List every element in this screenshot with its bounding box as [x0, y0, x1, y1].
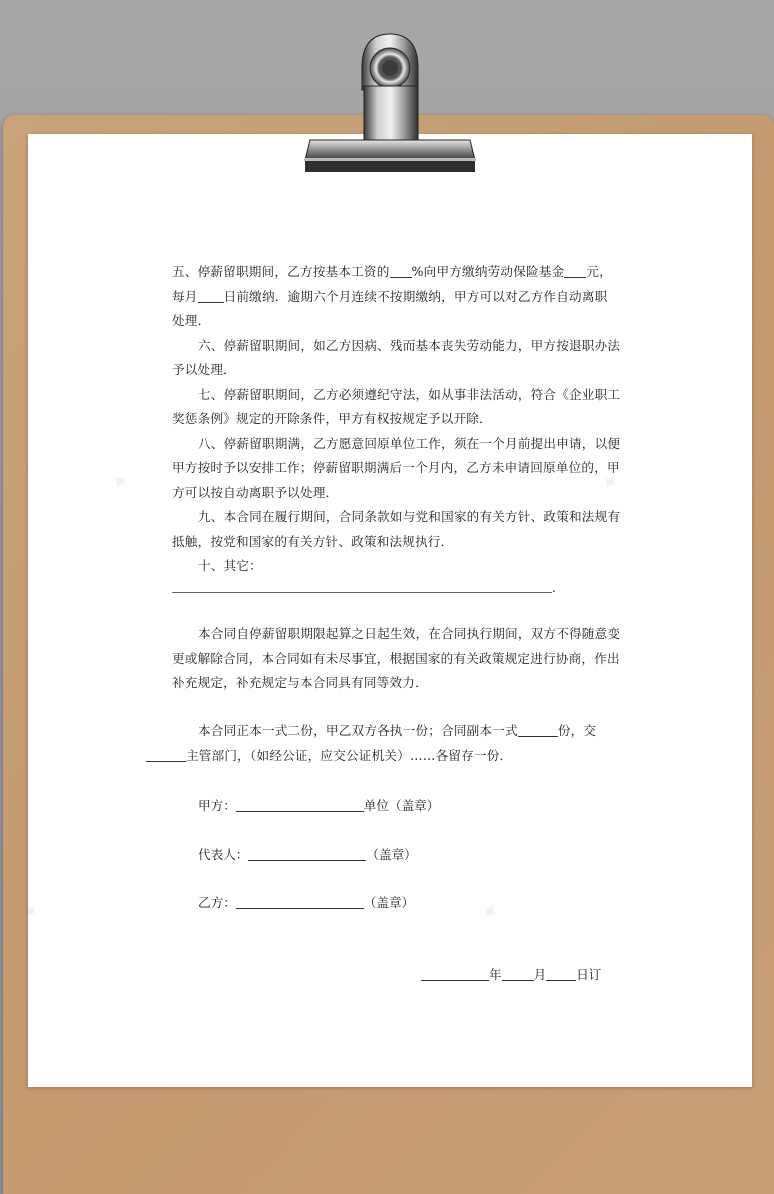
clause-5-part-4: 每月	[172, 288, 198, 304]
blank-day	[198, 288, 224, 303]
signature-party-b	[198, 892, 414, 911]
clause-8: 八、停薪留职期满，乙方愿意回原单位工作，须在一个月前提出申请，以便甲方按时予以安排工作；停薪留职期满后一个月内，乙方未申请回原单位的，甲方可以按自动离职予以处理．	[172, 435, 621, 500]
effective-clause-block	[172, 622, 622, 696]
month-blank	[502, 966, 534, 981]
fill-in-line-end: .	[552, 580, 557, 595]
blank-amount	[564, 263, 586, 278]
clause-5-part-5: 日前缴纳．逾期六个月连续不按期缴纳，甲方可以对乙方作自动离职	[223, 288, 608, 304]
month-label: 月	[533, 967, 547, 982]
clause-6: 六、停薪留职期间，如乙方因病、残而基本丧失劳动能力，甲方按退职办法予以处理．	[172, 337, 621, 377]
clause-5-part-1: 五、停薪留职期间，乙方按基本工资的	[172, 264, 390, 279]
copies-clause-part-3: 主管部门，（如经公证，应交公证机关）……各留存一份．	[186, 747, 513, 763]
party-a-label: 甲方：	[198, 798, 236, 813]
party-b-label: 乙方：	[198, 895, 236, 910]
copies-clause-part-2: 份，交	[557, 723, 597, 738]
clause-5-part-2: %向甲方缴纳劳动保险基金	[411, 264, 565, 279]
copies-clause	[172, 719, 622, 768]
party-b-blank	[236, 894, 364, 909]
blank-percent	[390, 263, 412, 278]
clause-9: 九、本合同在履行期间，合同条款如与党和国家的有关方针、政策和法规有抵触，按党和国家的有关方针、政策和法规执行．	[172, 509, 621, 549]
party-a-seal-label: 单位（盖章）	[363, 798, 440, 813]
party-a-blank	[236, 797, 364, 812]
representative-label: 代表人：	[198, 847, 249, 862]
clause-5-part-3: 元，	[586, 264, 612, 279]
clause-5-part-6: 处理．	[172, 313, 211, 328]
copies-clause-block	[172, 719, 622, 768]
day-blank	[546, 966, 576, 981]
year-label: 年	[489, 967, 502, 982]
signing-date	[421, 964, 601, 983]
blank-department	[146, 747, 186, 762]
clause-10: 十、其它：	[198, 558, 262, 573]
year-blank	[421, 966, 489, 981]
copies-clause-part-1: 本合同正本一式二份，甲乙双方各执一份；合同副本一式	[198, 723, 518, 738]
day-label: 日订	[576, 967, 602, 982]
effective-clause: 本合同自停薪留职期限起算之日起生效，在合同执行期间，双方不得随意变更或解除合同，本合同如有未尽事宜，根据国家的有关政策规定进行协商，作出补充规定，补充规定与本合同具有同等效力．	[172, 626, 621, 690]
clause-7: 七、停薪留职期间，乙方必须遵纪守法，如从事非法活动，符合《企业职工奖惩条例》规定的开除条件，甲方有权按规定予以开除．	[172, 386, 621, 426]
representative-blank	[248, 846, 366, 861]
fill-in-line	[172, 592, 552, 593]
party-b-seal-label: （盖章）	[363, 895, 415, 910]
contract-clauses	[172, 260, 622, 579]
representative-seal-label: （盖章）	[366, 847, 417, 862]
binder-clip-icon	[300, 28, 480, 178]
clause-5	[172, 260, 622, 334]
signature-representative	[198, 844, 417, 863]
blank-copies	[518, 722, 558, 737]
signature-party-a	[198, 795, 439, 814]
